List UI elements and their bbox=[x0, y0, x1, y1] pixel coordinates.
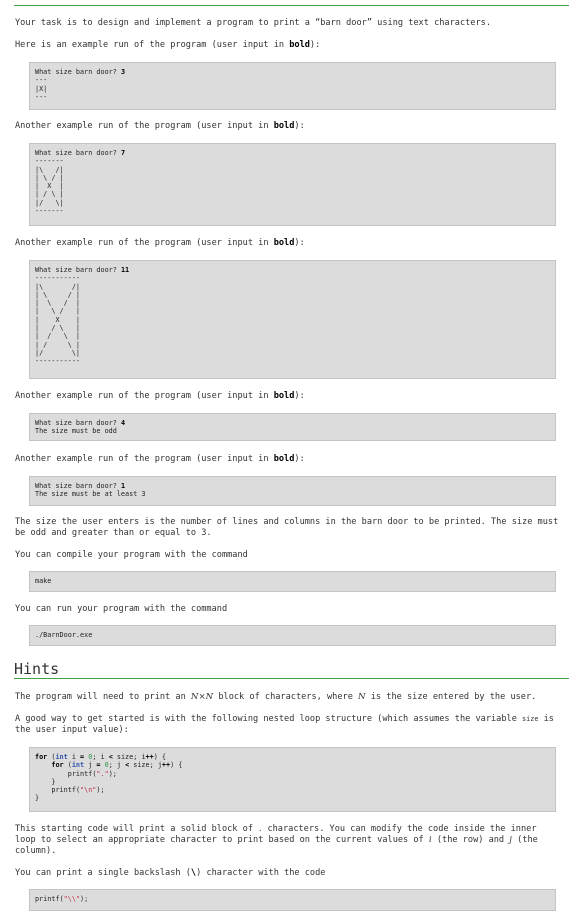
example-lead-5: Another example run of the program (user input in bold): bbox=[15, 454, 305, 464]
hint-block-size: The program will need to print an N×N block of characters, where N is the size entered by the user. bbox=[15, 692, 537, 702]
run-command: ./BarnDoor.exe bbox=[29, 625, 556, 646]
compile-note: You can compile your program with the command bbox=[15, 550, 248, 560]
hint-backslash: You can print a single backslash (\) character with the code bbox=[15, 868, 326, 878]
hints-rule bbox=[14, 678, 569, 679]
size-requirement: The size the user enters is the number of lines and columns in the barn door to be printed. The size must be odd and greater than or equal to 3. bbox=[15, 517, 559, 538]
nested-loop-code: for (int i = 0; i < size; i++) { for (int j = 0; j < size; j++) { printf("."); } printf("\n"); } bbox=[29, 747, 556, 812]
example-lead-4: Another example run of the program (user input in bold): bbox=[15, 391, 305, 401]
example-lead-1: Here is an example run of the program (user input in bold): bbox=[15, 40, 321, 50]
compile-command: make bbox=[29, 571, 556, 592]
task-intro: Your task is to design and implement a program to print a “barn door” using text characters. bbox=[15, 18, 491, 28]
hint-solid-block: This starting code will print a solid block of . characters. You can modify the code inside the inner loop to select an appropriate character to print based on the current values of i (the row) and j (the column). bbox=[15, 824, 538, 856]
example-run-3: What size barn door? 11 ----------- |\ /| | \ / | | \ / | | \ / | | X | | / \ | | / \ | | / \ | |/ \| ----------- bbox=[29, 260, 556, 379]
backslash-code: printf("\\"); bbox=[29, 889, 556, 911]
example-run-5: What size barn door? 1 The size must be at least 3 bbox=[29, 476, 556, 506]
hints-heading: Hints bbox=[14, 660, 60, 678]
example-run-2: What size barn door? 7 ------- |\ /| | \ / | | X | | / \ | |/ \| ------- bbox=[29, 143, 556, 226]
run-note: You can run your program with the command bbox=[15, 604, 228, 614]
example-run-4: What size barn door? 4 The size must be odd bbox=[29, 413, 556, 441]
top-rule bbox=[14, 5, 569, 6]
example-lead-2: Another example run of the program (user input in bold): bbox=[15, 121, 305, 131]
hint-nested-loop: A good way to get started is with the following nested loop structure (which assumes the variable size is the user input value): bbox=[15, 714, 554, 735]
example-run-1: What size barn door? 3 --- |X| --- bbox=[29, 62, 556, 110]
example-lead-3: Another example run of the program (user input in bold): bbox=[15, 238, 305, 248]
